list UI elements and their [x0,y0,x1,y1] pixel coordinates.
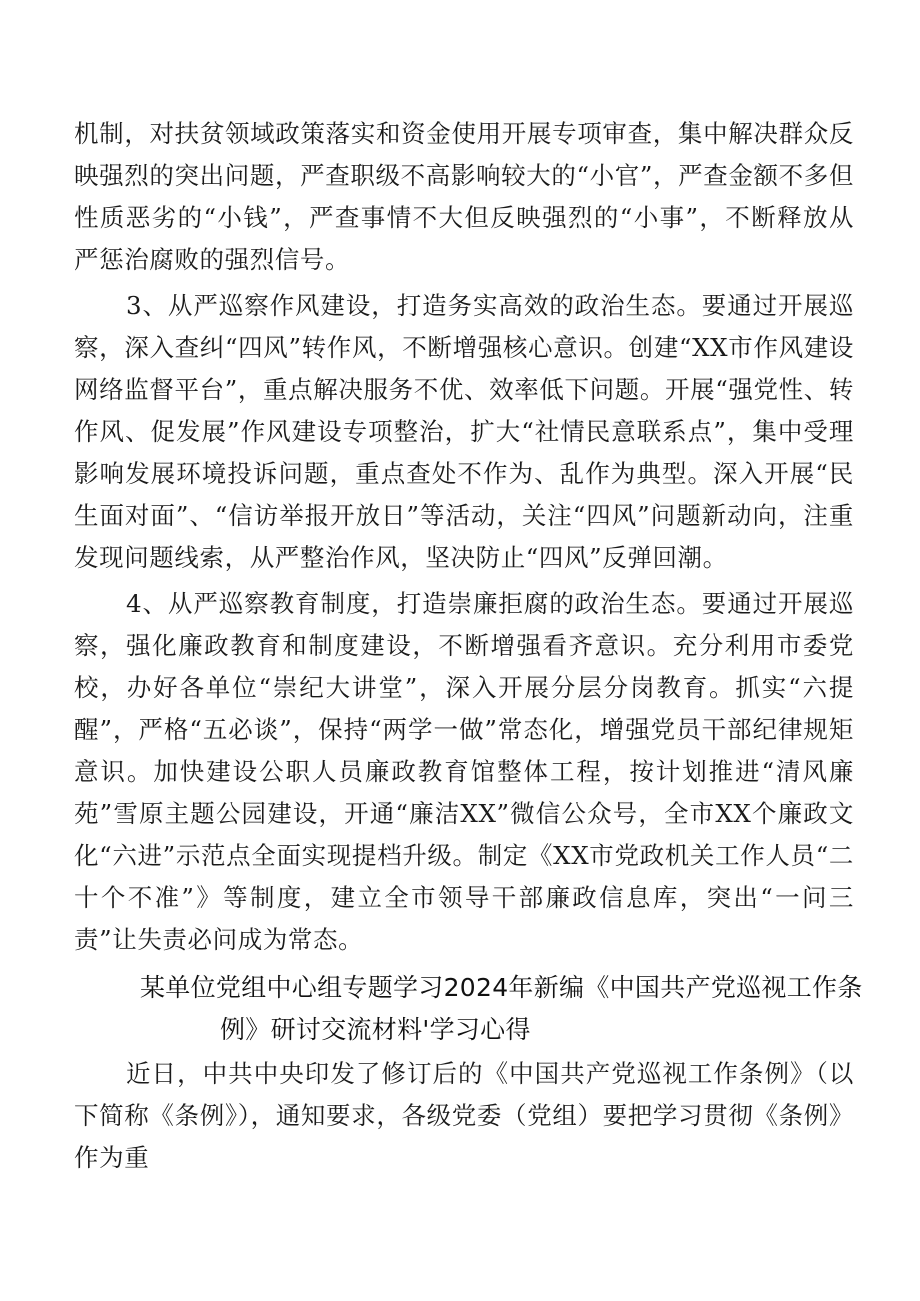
article-heading [74,967,863,1051]
paragraph-section-4: 4、从严巡察教育制度，打造崇廉拒腐的政治生态。要通过开展巡察，强化廉政教育和制度建设，不断增强看齐意识。充分利用市委党校，办好各单位“崇纪大讲堂”，深入开展分层分岗教育。抓实“六提醒”，严格“五必谈”，保持“两学一做”常态化，增强党员干部纪律规矩意识。加快建设公职人员廉政教育馆整体工程，按计划推进“清风廉苑”雪原主题公园建设，开通“廉洁XX”微信公众号，全市XX个廉政文化“六进”示范点全面实现提档升级。制定《XX市党政机关工作人员“二十个不准”》等制度，建立全市领导干部廉政信息库，突出“一问三责”让失责必问成为常态。 [74,589,854,954]
article-heading-line-1: 某单位党组中心组专题学习2024年新编《中国共产党巡视工作条 [140,973,863,1002]
paragraph-intro: 近日，中共中央印发了修订后的《中国共产党巡视工作条例》（以下简称《条例》），通知要求，各级党委（党组）要把学习贯彻《条例》作为重 [74,1059,854,1172]
article-heading-line-2: 例》研讨交流材料'学习心得 [220,1015,531,1044]
paragraph-section-3: 3、从严巡察作风建设，打造务实高效的政治生态。要通过开展巡察，深入查纠“四风”转作风，不断增强核心意识。创建“XX市作风建设网络监督平台”，重点解决服务不优、效率低下问题。开展“强党性、转作风、促发展”作风建设专项整治，扩大“社情民意联系点”，集中受理影响发展环境投诉问题，重点查处不作为、乱作为典型。深入开展“民生面对面”、“信访举报开放日”等活动，关注“四风”问题新动向，注重发现问题线索，从严整治作风，坚决防止“四风”反弹回潮。 [74,291,854,572]
paragraph-continuation: 机制，对扶贫领域政策落实和资金使用开展专项审查，集中解决群众反映强烈的突出问题，严查职级不高影响较大的“小官”，严查金额不多但性质恶劣的“小钱”，严查事情不大但反映强烈的“小事”，不断释放从严惩治腐败的强烈信号。 [74,119,854,274]
